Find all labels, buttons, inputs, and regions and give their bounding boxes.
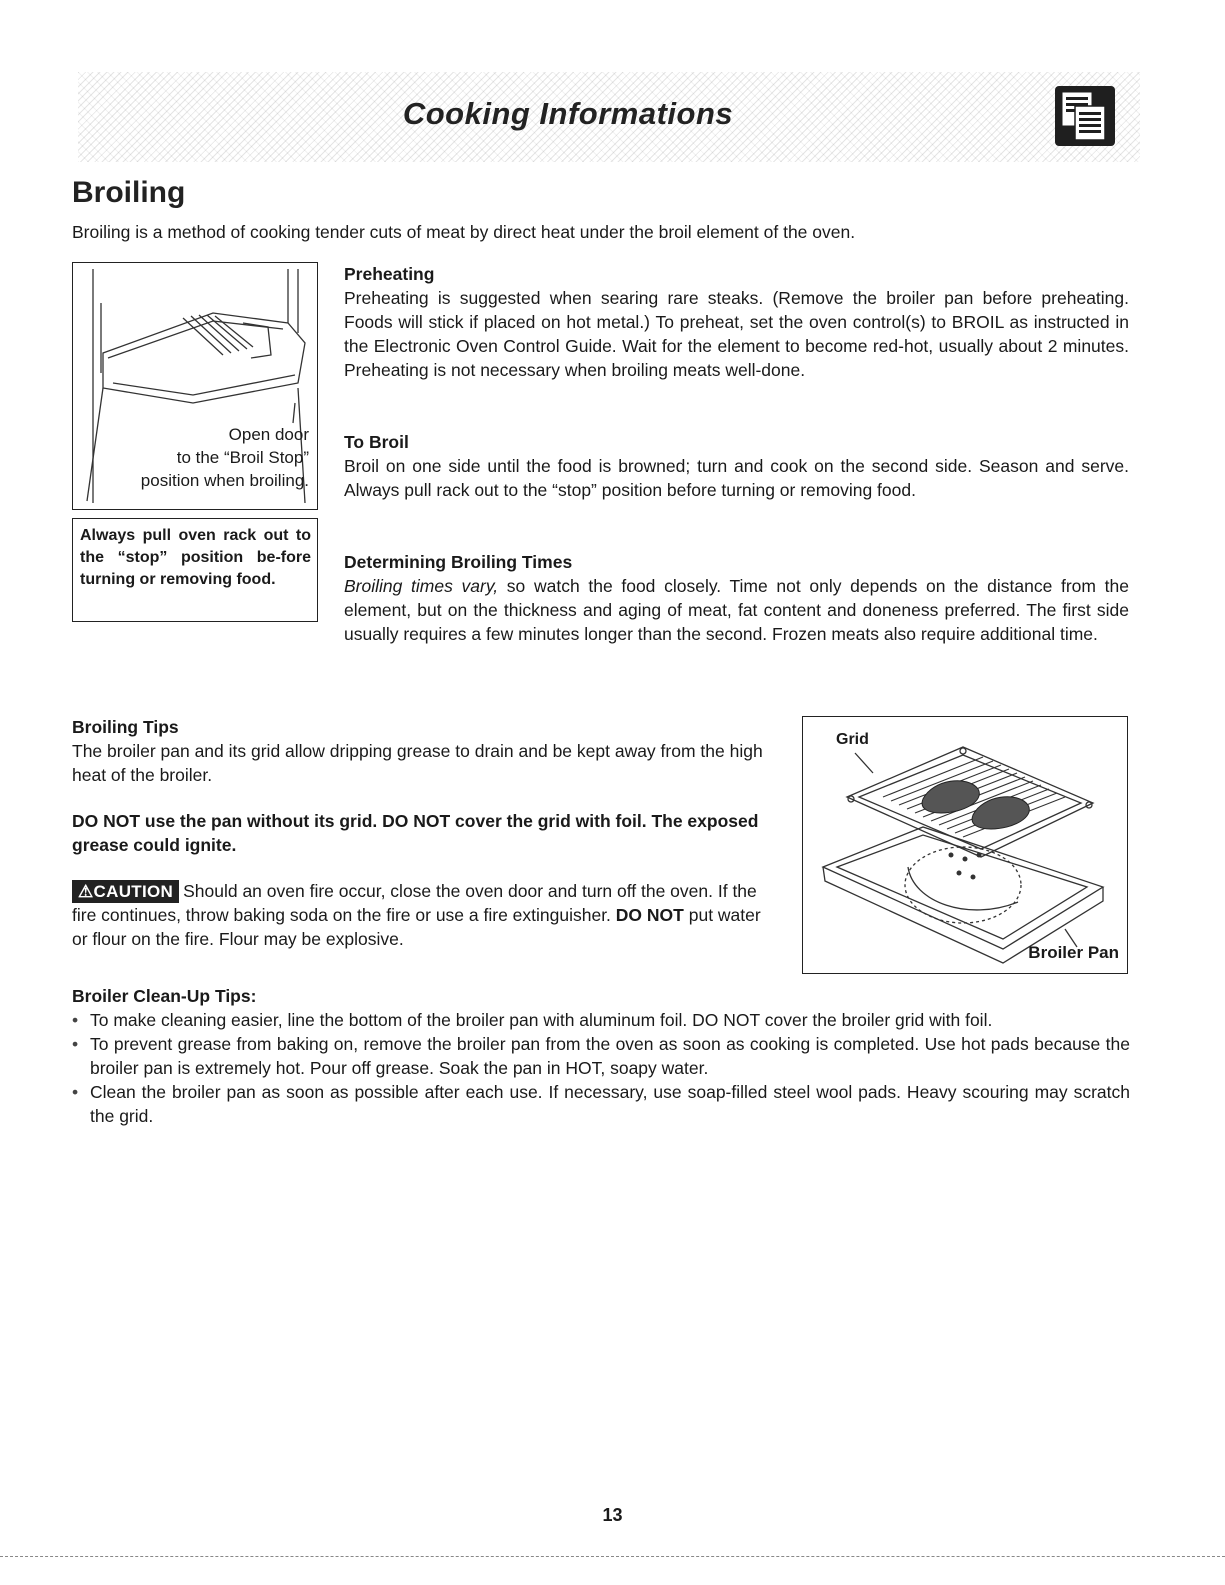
preheating-section [344,262,1129,382]
broiler-pan-illustration [803,717,1128,974]
broiler-pan-label: Broiler Pan [1028,943,1119,962]
door-caption [141,423,309,492]
preheating-heading: Preheating [344,264,435,284]
oven-door-figure [72,262,318,510]
rack-note-box: Always pull oven rack out to the “stop” position be-fore turning or removing food. [72,518,318,622]
to-broil-heading: To Broil [344,432,409,452]
broiling-times-body: so watch the food closely. Time not only depends on the distance from the element, but on the thickness and aging of meat, fat content and doneness preferred. The first side usually requires a few minutes longer than the second. Frozen meats also require additional time. [344,576,1129,644]
door-caption-line2: to the “Broil Stop” [176,448,309,467]
document-pages-icon [1053,84,1117,148]
caution-badge [72,880,179,903]
to-broil-text: Broil on one side until the food is browned; turn and cook on the second side. Season and serve. Always pull rack out to the “stop” position before turning or removing food. [344,456,1129,500]
broiling-times-italic: Broiling times vary, [344,576,499,596]
broiler-pan-figure [802,716,1128,974]
caution-badge-label: CAUTION [93,882,174,901]
cleanup-list [72,1008,1130,1128]
section-intro: Broiling is a method of cooking tender cuts of meat by direct heat under the broil element of the oven. [72,222,856,242]
grid-warning: DO NOT use the pan without its grid. DO NOT cover the grid with foil. The exposed grease could ignite. [72,811,759,855]
caution-tail: put water or flour on the fire. Flour may be explosive. [72,905,761,949]
cleanup-item: • To make cleaning easier, line the bottom of the broiler pan with aluminum foil. DO NOT cover the broiler grid with foil. [72,1008,1130,1032]
page-number: 13 [602,1505,623,1525]
door-caption-line3: position when broiling. [140,471,309,490]
header-banner [78,72,1140,162]
broiling-tips-text: The broiler pan and its grid allow dripping grease to drain and be kept away from the high heat of the broiler. [72,741,763,785]
cleanup-tips-section [72,984,1130,1128]
caution-text: Should an oven fire occur, close the oven door and turn off the oven. If the fire continues, throw baking soda on the fire or use a fire extinguisher. [72,881,757,925]
section-title: Broiling [72,176,186,209]
broiling-tips-heading: Broiling Tips [72,717,179,737]
preheating-text: Preheating is suggested when searing rare steaks. (Remove the broiler pan before preheating. Foods will stick if placed on hot metal.) To preheat, set the oven control(s) to BROIL as instructed in the Electronic Oven Control Guide. Wait for the element to become red-hot, usually about 2 minutes. Preheating is not necessary when broiling meats well-done. [344,288,1129,380]
bottom-rule [0,1556,1225,1557]
page-header-title: Cooking Informations [402,96,734,131]
broiling-tips-section [72,715,780,951]
caution-bold: DO NOT [615,905,684,925]
door-caption-line1: Open door [228,425,309,444]
caution-paragraph [72,879,780,951]
broiling-times-heading: Determining Broiling Times [344,552,573,572]
broiling-times-text [344,574,1129,646]
cleanup-heading: Broiler Clean-Up Tips: [72,986,257,1006]
warning-triangle-icon: ⚠ [78,882,94,901]
cleanup-item: • To prevent grease from baking on, remove the broiler pan from the oven as soon as cooking is completed. Use hot pads because the broiler pan is extremely hot. Pour off grease. Soak the pan in HOT, soapy water. [72,1032,1130,1080]
grid-label: Grid [836,731,869,748]
cleanup-item: • Clean the broiler pan as soon as possible after each use. If necessary, use soap-filled steel wool pads. Heavy scouring may scratch the grid. [72,1080,1130,1128]
to-broil-section [344,430,1129,502]
broiling-times-section [344,550,1129,646]
